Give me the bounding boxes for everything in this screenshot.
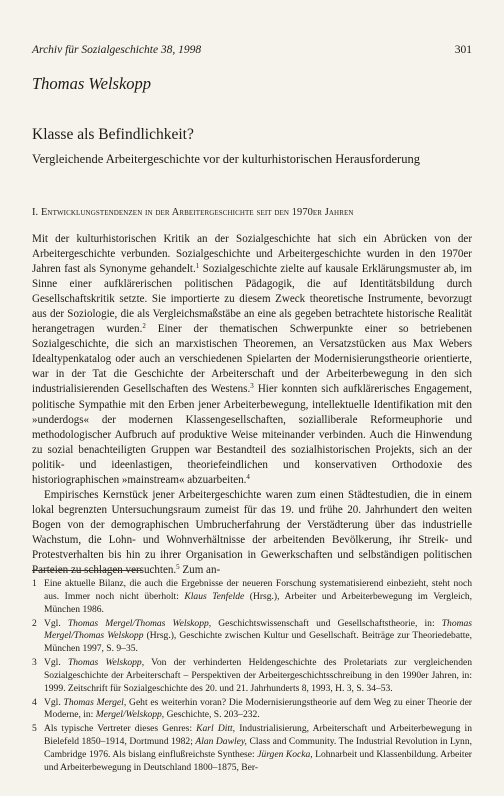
cited-author: Thomas Mergel, xyxy=(63,696,127,708)
cited-author: Thomas Mergel/Thomas Welskopp xyxy=(44,617,472,642)
text-run: Vgl. xyxy=(44,657,68,669)
page-number: 301 xyxy=(454,44,472,56)
footnote-ref: 4 xyxy=(246,472,250,481)
body-text xyxy=(32,232,472,578)
text-run: Einer der thematischen Schwerpunkte einer so betriebenen Sozialgeschichte, die sich an marxistischen Theoremen, an Versatzstücken aus Max Webers Idealtypenkatalog oder auch an verschiedenen Spielarten der Modernisierungstheorie orientierte, war in der Tat die Geschichte der Arbeiterschaft und der Arbeiterbewegung in den sich industrialisierenden Gesellschaften des Westens. xyxy=(32,323,472,396)
footnote-ref: 5 xyxy=(176,563,180,572)
footnote-number: 2 xyxy=(32,617,37,629)
text-run: (Hrsg.), Arbeiter und Arbeiterbewegung im Vergleich, München 1986. xyxy=(44,590,473,615)
cited-author: Klaus Tenfelde xyxy=(184,590,245,602)
footnote xyxy=(32,578,472,617)
footnote-number: 4 xyxy=(32,696,37,708)
journal-citation: Archiv für Sozialgeschichte 38, 1998 xyxy=(32,44,202,56)
text-run: Empirisches Kernstück jener Arbeitergeschichte waren zum einen Städtestudien, die in einem lokal begrenzten Untersuchungsraum zumeist für das 19. und frühe 20. Jahrhundert den weiten Bogen von der demographischen Umbrucherfahrung der Verstädterung über das industrielle Wachstum, die Lohn- und Wohnverhältnisse der arbeitenden Bevölkerung, ihr Streik- und Protestverhalten bis hin zu ihrer Organisation in Gewerkschaften und selbständigen politischen Parteien zu schlagen versuchten. xyxy=(32,488,472,577)
text-run: Geschichtswissenschaft und Gesellschaftstheorie, in: xyxy=(211,617,442,629)
paragraph xyxy=(32,232,472,488)
text-run: (Hrsg.), Geschichte zwischen Kultur und Gesellschaft. Beiträge zur Theoriedebatte, München 1997, S. 9–35. xyxy=(44,630,472,655)
text-run: Geschichte, S. 203–232. xyxy=(164,709,260,721)
footnote-text xyxy=(44,578,472,617)
cited-author: Mergel/Welskopp, xyxy=(95,709,165,721)
footnote-text xyxy=(44,657,472,696)
text-run: Class and Community. The Industrial Revolution in Lynn, Cambridge 1976. Als bislang einflußreichste Synthese: xyxy=(44,736,472,760)
footnote-number: 3 xyxy=(32,657,37,669)
text-run: Hier konnten sich aufklärerisches Engagement, politische Sympathie mit den Erben jener Arbeiterbewegung, intellektuelle Identifikation mit den »underdogs« der modernen Klassengesellschaften, sozialliberale Reformeuphorie und methodologischer Aufbruch auf produktive Weise miteinander verbinden. Auch die Hinwendung zu sozial benachteiligten Gruppen war Bestandteil des sozialhistorischen Projekts, sich an der politik- und ideenlastigen, theoriefeindlichen und konservativen Orthodoxie des historiographischen »mainstream« abzuarbeiten. xyxy=(32,383,473,486)
footnote-ref: 2 xyxy=(142,322,146,331)
footnote-separator xyxy=(32,570,142,571)
text-run: Lohnarbeit und Klassenbildung. Arbeiter und Arbeiterbewegung in Deutschland 1800–1875, Ber- xyxy=(44,748,472,773)
footnotes xyxy=(32,578,472,776)
footnote-number: 1 xyxy=(32,578,37,589)
footnote-ref: 3 xyxy=(250,382,254,391)
text-run: Von der verhinderten Heldengeschichte des Proletariats zur vergleichenden Sozialgeschichte der Arbeiterschaft – Perspektiven der Arbeitergeschichtsschreibung in den 1990er Jahren, in: 1999. Zeitschrift für Sozialgeschichte des 20. und 21. Jahrhunderts 8, 1993, H. 3, S. 34–53. xyxy=(44,657,472,694)
text-run: Eine aktuelle Bilanz, die auch die Ergebnisse der neueren Forschung systematisierend einbezieht, steht noch aus. Immer noch nicht überholt: xyxy=(44,578,472,602)
text-run: Vgl. xyxy=(44,617,68,629)
cited-author: Alan Dawley, xyxy=(195,736,247,748)
footnote xyxy=(32,618,472,657)
footnote-text xyxy=(44,697,472,723)
section-numeral: I. xyxy=(32,207,39,218)
footnote xyxy=(32,723,472,774)
article-title: Klasse als Befindlichkeit? xyxy=(32,126,194,143)
footnote xyxy=(32,697,472,723)
paragraph xyxy=(32,488,472,578)
section-heading xyxy=(32,207,472,218)
footnote-ref: 1 xyxy=(195,262,200,271)
cited-author: Karl Ditt, xyxy=(196,723,236,735)
cited-author: Jürgen Kocka, xyxy=(257,748,313,760)
text-run: Industrialisierung, Arbeiterschaft und Arbeiterbewegung in Bielefeld 1850–1914, Dortmund 1982; xyxy=(44,723,472,748)
author-name: Thomas Welskopp xyxy=(32,74,152,93)
text-run: Geht es weiterhin voran? Die Modernisierungstheorie auf dem Weg zu einer Theorie der Moderne, in: xyxy=(44,696,472,721)
cited-author: Thomas Welskopp, xyxy=(67,657,145,669)
footnote-number: 5 xyxy=(32,723,37,735)
section-title: Entwicklungstendenzen in der Arbeitergeschichte seit den 1970er Jahren xyxy=(40,207,354,218)
cited-author: Thomas Mergel/Thomas Welskopp, xyxy=(67,617,212,629)
text-run: Mit der kulturhistorischen Kritik an der Sozialgeschichte hat sich ein Abrücken von der Arbeitergeschichte verbunden. Sozialgeschichte und Arbeitergeschichte wurden in den 1970er Jahren fast als Synonyme gehandelt. xyxy=(32,233,472,276)
text-run: Vgl. xyxy=(44,696,64,708)
footnote xyxy=(32,657,472,696)
text-run: Zum an- xyxy=(179,564,221,577)
footnote-text xyxy=(44,723,472,774)
footnote-text xyxy=(44,618,472,657)
running-head xyxy=(32,44,472,56)
text-run: Sozialgeschichte zielte auf kausale Erklärungsmuster ab, im Sinne einer aufklärerischen politischen Pädagogik, die auf Identitätsbildung durch Gesellschaftskritik setzte. Sie importierte zu diesem Zweck theoretische Instrumente, bevorzugt aus der Soziologie, die als Vergleichsmaßstäbe an eine als gegeben betrachtete historische Realität herangetragen wurden. xyxy=(32,263,472,336)
article-subtitle: Vergleichende Arbeitergeschichte vor der kulturhistorischen Herausforderung xyxy=(32,152,420,166)
text-run: Als typische Vertreter dieses Genres: xyxy=(44,723,197,735)
